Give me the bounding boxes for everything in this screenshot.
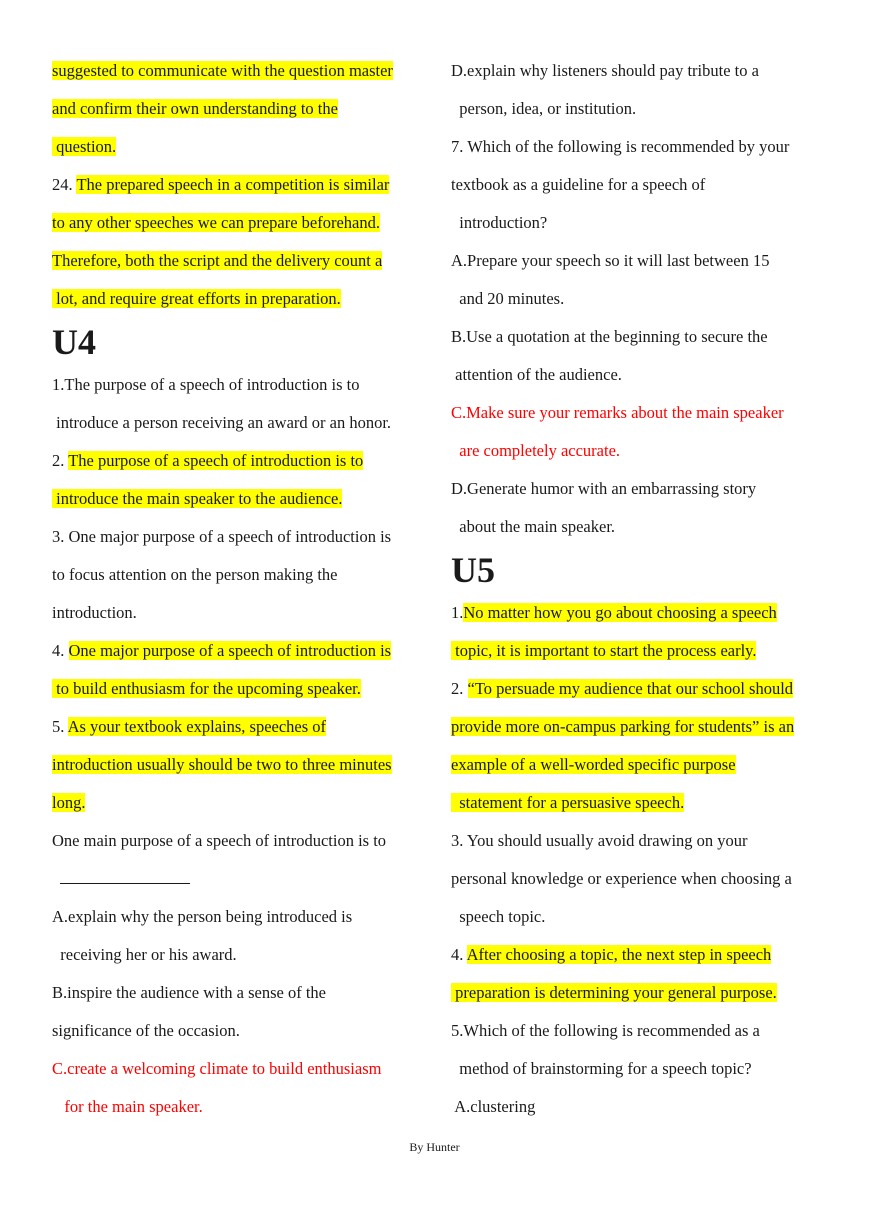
line-text: attention of the audience. [451, 365, 622, 384]
text-line [451, 280, 821, 318]
line-text: textbook as a guideline for a speech of [451, 175, 706, 194]
text-line [451, 242, 821, 280]
line-text: 3. You should usually avoid drawing on your [451, 831, 748, 850]
highlighted-text: statement for a persuasive speech. [451, 793, 685, 812]
unit-heading: U5 [451, 550, 495, 590]
text-line [451, 166, 821, 204]
line-text: introduction. [52, 603, 137, 622]
item-number: 2. [52, 451, 69, 470]
item-number: 4. [52, 641, 69, 660]
text-line [451, 974, 821, 1012]
line-text: 1.The purpose of a speech of introduction is to [52, 375, 360, 394]
text-line [451, 708, 821, 746]
line-text: are completely accurate. [451, 441, 621, 460]
line-text: B.Use a quotation at the beginning to secure the [451, 327, 768, 346]
text-line [52, 518, 422, 556]
text-line [451, 1012, 821, 1050]
highlighted-text: introduce the main speaker to the audience. [52, 489, 343, 508]
text-line [451, 670, 821, 708]
highlighted-text: topic, it is important to start the process early. [451, 641, 757, 660]
line-text: B.inspire the audience with a sense of the [52, 983, 326, 1002]
highlighted-text: provide more on-campus parking for students” is an [451, 717, 795, 736]
line-text: A.explain why the person being introduced is [52, 907, 353, 926]
line-text: D.explain why listeners should pay tribute to a [451, 61, 759, 80]
answer-choice-correct [52, 1050, 422, 1088]
text-line [451, 90, 821, 128]
line-text: and 20 minutes. [451, 289, 565, 308]
text-line [52, 822, 422, 860]
line-text: C.create a welcoming climate to build enthusiasm [52, 1059, 382, 1078]
answer-choice-correct [451, 432, 821, 470]
text-line [451, 898, 821, 936]
text-line [52, 594, 422, 632]
text-line [451, 1050, 821, 1088]
highlighted-text: After choosing a topic, the next step in speech [466, 945, 772, 964]
line-text: introduction? [451, 213, 548, 232]
text-line [52, 936, 422, 974]
text-line [52, 90, 422, 128]
highlighted-text: suggested to communicate with the question master [52, 61, 393, 80]
text-line [451, 128, 821, 166]
text-line [52, 670, 422, 708]
text-line [52, 632, 422, 670]
highlighted-text: The purpose of a speech of introduction is to [68, 451, 364, 470]
page-footer: By Hunter [409, 1140, 460, 1154]
text-line [451, 470, 821, 508]
text-line [52, 404, 422, 442]
highlighted-text: to build enthusiasm for the upcoming speaker. [52, 679, 361, 698]
line-text: 3. One major purpose of a speech of introduction is [52, 527, 392, 546]
line-text: A.Prepare your speech so it will last between 15 [451, 251, 770, 270]
line-text: 5.Which of the following is recommended as a [451, 1021, 760, 1040]
unit-heading: U4 [52, 322, 96, 362]
highlighted-text: long. [52, 793, 86, 812]
left-column [52, 52, 422, 1126]
text-line [52, 442, 422, 480]
highlighted-text: The prepared speech in a competition is similar [76, 175, 390, 194]
item-number: 24. [52, 175, 77, 194]
line-text: to focus attention on the person making the [52, 565, 338, 584]
line-text: D.Generate humor with an embarrassing story [451, 479, 757, 498]
text-line [451, 632, 821, 670]
text-line [451, 746, 821, 784]
highlighted-text: to any other speeches we can prepare beforehand. [52, 213, 381, 232]
line-text: C.Make sure your remarks about the main speaker [451, 403, 784, 422]
highlighted-text: “To persuade my audience that our school should [467, 679, 794, 698]
line-text: 7. Which of the following is recommended by your [451, 137, 790, 156]
highlighted-text: One major purpose of a speech of introduction is [68, 641, 392, 660]
text-line [52, 556, 422, 594]
text-line [451, 204, 821, 242]
text-line [451, 356, 821, 394]
item-number: 2. [451, 679, 468, 698]
answer-choice-correct [52, 1088, 422, 1126]
highlighted-text: example of a well-worded specific purpose [451, 755, 736, 774]
line-text: One main purpose of a speech of introduction is to [52, 831, 387, 850]
line-text: method of brainstorming for a speech topic? [451, 1059, 752, 1078]
text-line [52, 204, 422, 242]
text-line [52, 784, 422, 822]
item-number: 1. [451, 603, 464, 622]
line-text: A.clustering [451, 1097, 536, 1116]
text-line [52, 366, 422, 404]
line-text: personal knowledge or experience when choosing a [451, 869, 792, 888]
text-line [52, 1012, 422, 1050]
text-line [451, 318, 821, 356]
highlighted-text: and confirm their own understanding to the [52, 99, 338, 118]
line-text: person, idea, or institution. [451, 99, 637, 118]
text-line [52, 52, 422, 90]
fill-in-blank [52, 860, 422, 898]
text-line [52, 480, 422, 518]
text-line [52, 280, 422, 318]
text-line [52, 974, 422, 1012]
line-text: introduce a person receiving an award or an honor. [52, 413, 392, 432]
text-line [451, 508, 821, 546]
line-text: significance of the occasion. [52, 1021, 240, 1040]
highlighted-text: As your textbook explains, speeches of [67, 717, 327, 736]
item-number: 4. [451, 945, 467, 964]
highlighted-text: preparation is determining your general purpose. [451, 983, 777, 1002]
text-line [52, 746, 422, 784]
text-line [451, 860, 821, 898]
highlighted-text: introduction usually should be two to three minutes [52, 755, 392, 774]
highlighted-text: question. [52, 137, 117, 156]
text-line [451, 1088, 821, 1126]
text-line [451, 784, 821, 822]
highlighted-text: lot, and require great efforts in preparation. [52, 289, 341, 308]
text-line [52, 898, 422, 936]
text-line [52, 708, 422, 746]
item-number: 5. [52, 717, 68, 736]
text-line [451, 936, 821, 974]
text-line [451, 52, 821, 90]
text-line [52, 166, 422, 204]
text-line [451, 822, 821, 860]
answer-blank-line [60, 865, 190, 884]
text-line [52, 242, 422, 280]
line-text: for the main speaker. [52, 1097, 203, 1116]
line-text: speech topic. [451, 907, 546, 926]
highlighted-text: Therefore, both the script and the delivery count a [52, 251, 383, 270]
text-line [52, 128, 422, 166]
answer-choice-correct [451, 394, 821, 432]
line-text: receiving her or his award. [52, 945, 237, 964]
highlighted-text: No matter how you go about choosing a speech [463, 603, 777, 622]
text-line [451, 594, 821, 632]
line-text: about the main speaker. [451, 517, 616, 536]
right-column [451, 52, 821, 1126]
